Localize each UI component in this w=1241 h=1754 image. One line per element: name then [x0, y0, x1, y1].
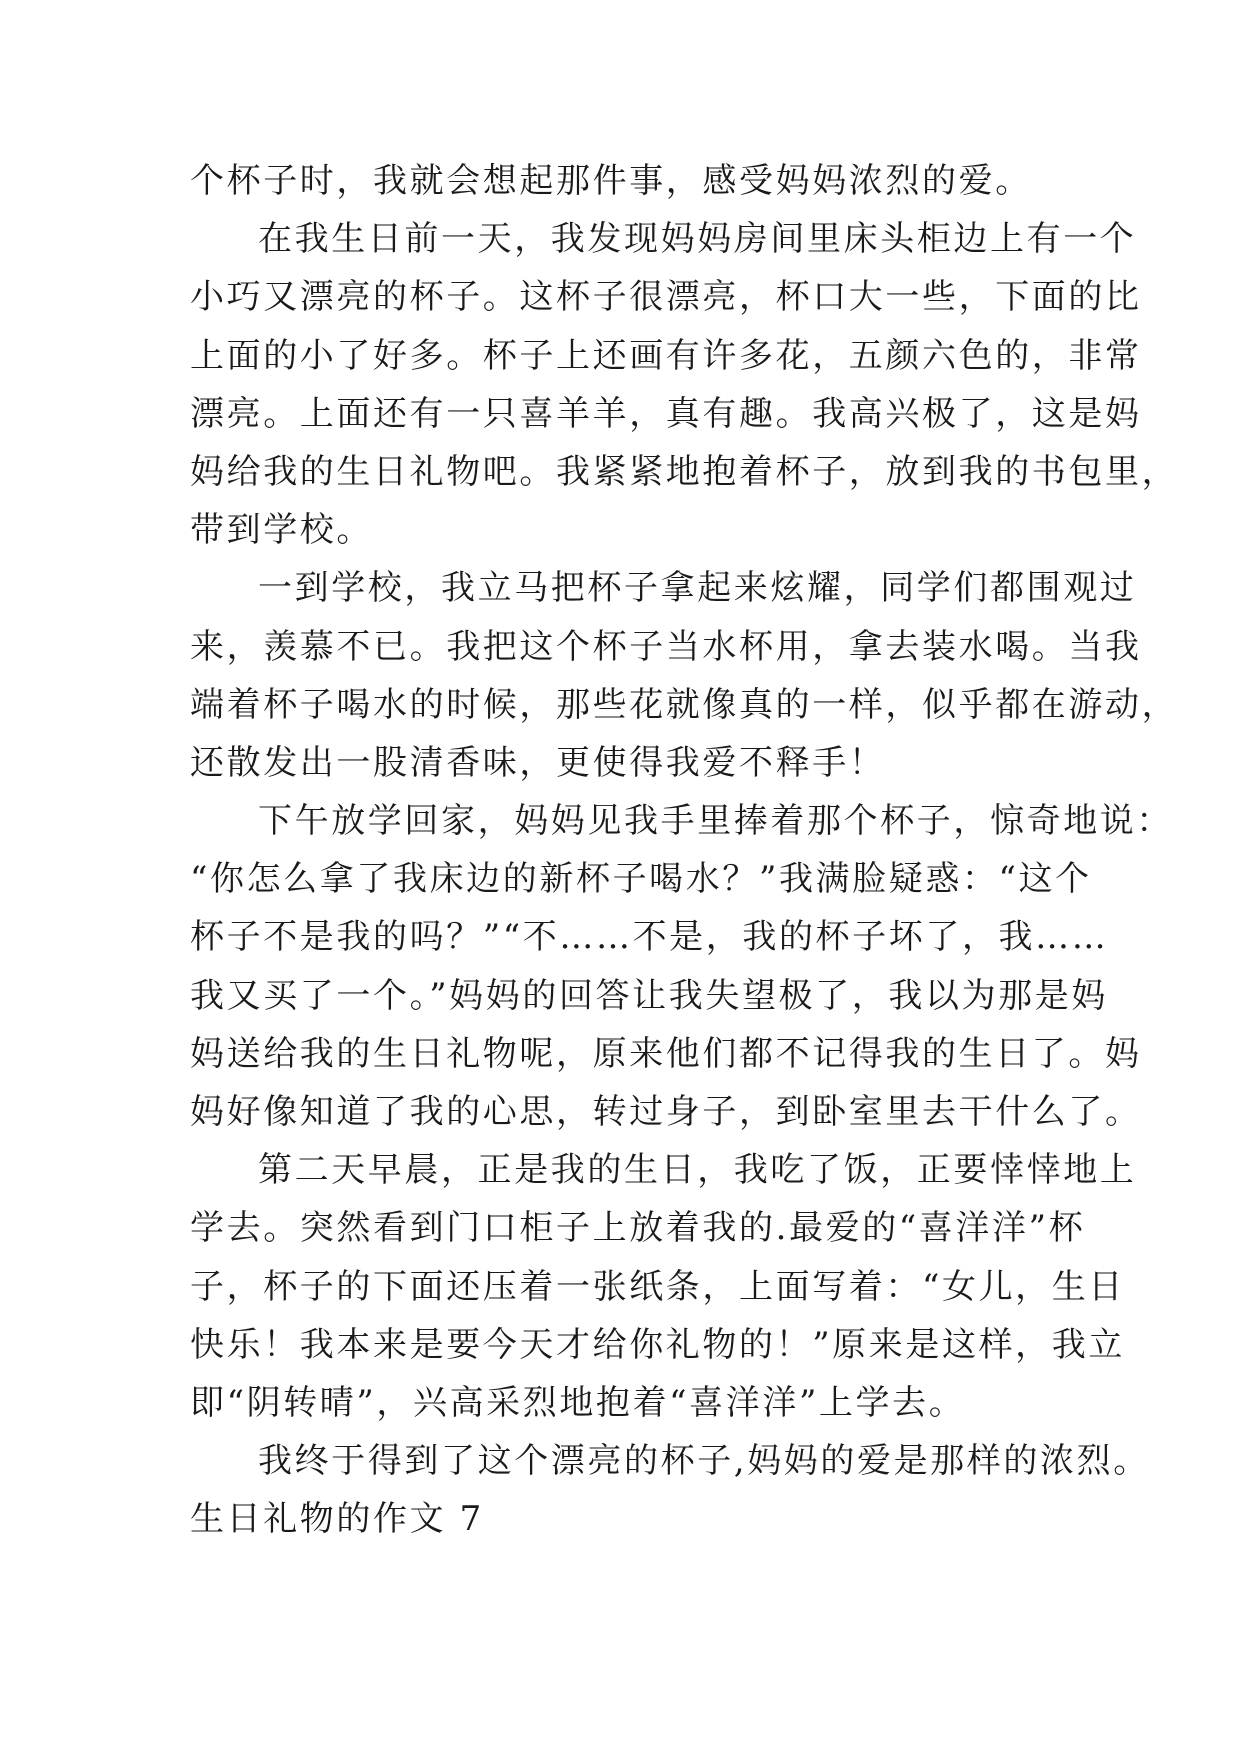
text-line: 上面的小了好多。杯子上还画有许多花，五颜六色的，非常: [190, 335, 1142, 376]
paragraph-start-line: 一到学校，我立马把杯子拿起来炫耀，同学们都围观过: [258, 568, 1137, 609]
paragraph-start-line: 下午放学回家，妈妈见我手里捧着那个杯子，惊奇地说：: [258, 801, 1173, 842]
text-line: 妈给我的生日礼物吧。我紧紧地抱着杯子，放到我的书包里，: [190, 451, 1179, 492]
text-line: 来，羡慕不已。我把这个杯子当水杯用，拿去装水喝。当我: [190, 626, 1142, 667]
text-line: 小巧又漂亮的杯子。这杯子很漂亮，杯口大一些，下面的比: [190, 277, 1142, 318]
text-line: 快乐！我本来是要今天才给你礼物的！”原来是这样，我立: [190, 1324, 1125, 1365]
essay-body: [190, 152, 1179, 1549]
paragraph-start-line: 在我生日前一天，我发现妈妈房间里床头柜边上有一个: [258, 219, 1137, 260]
text-line: 端着杯子喝水的时候，那些花就像真的一样，似乎都在游动，: [190, 684, 1179, 725]
text-line: 妈好像知道了我的心思，转过身子，到卧室里去干什么了。: [190, 1092, 1142, 1132]
text-line: 漂亮。上面还有一只喜羊羊，真有趣。我高兴极了，这是妈: [190, 393, 1142, 434]
text-line: 还散发出一股清香味，更使得我爱不释手！: [190, 742, 886, 783]
text-line: 个杯子时，我就会想起那件事，感受妈妈浓烈的爱。: [190, 161, 1032, 201]
paragraph-start-line: 我终于得到了这个漂亮的杯子,妈妈的爱是那样的浓烈。: [258, 1441, 1150, 1482]
paragraph-start-line: 第二天早晨，正是我的生日，我吃了饭，正要悻悻地上: [258, 1150, 1137, 1191]
text-line: 妈送给我的生日礼物呢，原来他们都不记得我的生日了。妈: [190, 1033, 1142, 1074]
text-line: 子，杯子的下面还压着一张纸条，上面写着：“女儿，生日: [190, 1266, 1125, 1307]
text-line: “你怎么拿了我床边的新杯子喝水？”我满脸疑惑：“这个: [190, 859, 1092, 900]
text-line: 即“阴转晴”，兴高采烈地抱着“喜洋洋”上学去。: [190, 1382, 966, 1423]
section-heading: 生日礼物的作文 7: [190, 1499, 484, 1540]
text-line: 学去。突然看到门口柜子上放着我的.最爱的“喜洋洋”杯: [190, 1208, 1086, 1249]
text-line: 杯子不是我的吗？”“不……不是，我的杯子坏了，我……: [190, 917, 1109, 958]
text-line: 带到学校。: [190, 510, 373, 551]
text-line: 我又买了一个。”妈妈的回答让我失望极了，我以为那是妈: [190, 975, 1108, 1016]
